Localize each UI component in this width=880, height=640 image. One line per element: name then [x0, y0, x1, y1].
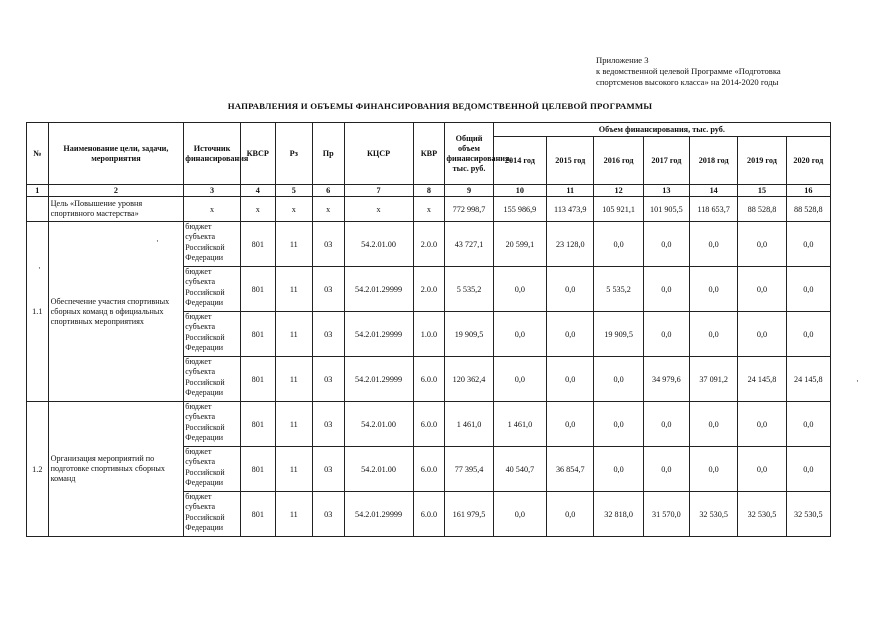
- col-header-num: №: [27, 123, 49, 185]
- table-cell: 24 145,8: [738, 357, 786, 402]
- table-cell: 11: [275, 402, 312, 447]
- scan-speck: ·: [38, 263, 41, 273]
- table-cell: 801: [240, 267, 275, 312]
- scan-speck: ·: [156, 236, 159, 246]
- table-cell: 0,0: [738, 447, 786, 492]
- col-header-year: 2017 год: [643, 137, 689, 185]
- table-cell: 0,0: [594, 222, 643, 267]
- table-cell: 0,0: [690, 402, 738, 447]
- column-numbers-row: [27, 185, 831, 197]
- table-cell: 0,0: [786, 447, 830, 492]
- col-header-kcsr: КЦСР: [344, 123, 413, 185]
- col-header-pr: Пр: [312, 123, 344, 185]
- column-number-cell: 7: [344, 185, 413, 197]
- table-cell: 0,0: [594, 402, 643, 447]
- goal-value-cell: x: [413, 197, 445, 222]
- goal-num-cell: [27, 197, 49, 222]
- activity-name-cell: Организация мероприятий по подготовке спортивных сборных команд: [48, 402, 184, 537]
- appendix-line-3: спортсменов высокого класса» на 2014-2020 годы: [596, 77, 779, 87]
- goal-value-cell: x: [344, 197, 413, 222]
- goal-value-cell: 118 653,7: [690, 197, 738, 222]
- column-number-cell: 9: [445, 185, 493, 197]
- table-cell: 11: [275, 267, 312, 312]
- goal-name-cell: Цель «Повышение уровня спортивного мастерства»: [48, 197, 184, 222]
- goal-value-cell: x: [275, 197, 312, 222]
- column-number-cell: 14: [690, 185, 738, 197]
- table-cell: 11: [275, 447, 312, 492]
- funding-source-cell: бюджет субъекта Российской Федерации: [184, 222, 241, 267]
- goal-value-cell: x: [312, 197, 344, 222]
- table-cell: 2.0.0: [413, 267, 445, 312]
- col-header-year: 2020 год: [786, 137, 830, 185]
- table-cell: 0,0: [547, 312, 594, 357]
- table-cell: 19 909,5: [594, 312, 643, 357]
- table-cell: 0,0: [643, 267, 689, 312]
- col-header-source: Источник финансирования: [184, 123, 241, 185]
- table-cell: 0,0: [643, 312, 689, 357]
- table-cell: 801: [240, 312, 275, 357]
- table-cell: 0,0: [786, 267, 830, 312]
- column-number-cell: 10: [493, 185, 546, 197]
- goal-value-cell: 113 473,9: [547, 197, 594, 222]
- table-cell: 23 128,0: [547, 222, 594, 267]
- table-cell: 32 530,5: [690, 492, 738, 537]
- col-header-kvsr: КВСР: [240, 123, 275, 185]
- column-number-cell: 16: [786, 185, 830, 197]
- column-number-cell: 1: [27, 185, 49, 197]
- appendix-line-1: Приложение 3: [596, 55, 649, 65]
- column-number-cell: 11: [547, 185, 594, 197]
- table-cell: 40 540,7: [493, 447, 546, 492]
- col-header-kvr: КВР: [413, 123, 445, 185]
- header-row: [27, 123, 831, 137]
- table-cell: 801: [240, 357, 275, 402]
- table-cell: 0,0: [547, 492, 594, 537]
- activity-num-cell: 1.1: [27, 222, 49, 402]
- col-header-year: 2019 год: [738, 137, 786, 185]
- table-cell: 31 570,0: [643, 492, 689, 537]
- table-cell: 0,0: [690, 312, 738, 357]
- table-cell: 801: [240, 222, 275, 267]
- col-header-year: 2016 год: [594, 137, 643, 185]
- table-cell: 03: [312, 312, 344, 357]
- col-header-rz: Рз: [275, 123, 312, 185]
- table-cell: 6.0.0: [413, 402, 445, 447]
- table-cell: 0,0: [643, 222, 689, 267]
- document-title: НАПРАВЛЕНИЯ И ОБЪЕМЫ ФИНАНСИРОВАНИЯ ВЕДОМСТВЕННОЙ ЦЕЛЕВОЙ ПРОГРАММЫ: [227, 101, 653, 111]
- table-cell: 11: [275, 222, 312, 267]
- column-number-cell: 12: [594, 185, 643, 197]
- goal-value-cell: 772 998,7: [445, 197, 493, 222]
- table-cell: 0,0: [547, 402, 594, 447]
- col-header-volume-group: Объем финансирования, тыс. руб.: [493, 123, 830, 137]
- goal-value-cell: 155 986,9: [493, 197, 546, 222]
- goal-row: [27, 197, 831, 222]
- table-cell: 6.0.0: [413, 447, 445, 492]
- table-cell: 0,0: [493, 312, 546, 357]
- table-cell: 03: [312, 447, 344, 492]
- table-cell: 0,0: [643, 402, 689, 447]
- column-number-cell: 15: [738, 185, 786, 197]
- table-cell: 0,0: [738, 402, 786, 447]
- column-number-cell: 2: [48, 185, 184, 197]
- table-cell: 03: [312, 492, 344, 537]
- funding-source-cell: бюджет субъекта Российской Федерации: [184, 447, 241, 492]
- funding-source-cell: бюджет субъекта Российской Федерации: [184, 492, 241, 537]
- table-cell: 77 395,4: [445, 447, 493, 492]
- table-cell: 0,0: [738, 312, 786, 357]
- table-cell: 0,0: [493, 492, 546, 537]
- column-number-cell: 4: [240, 185, 275, 197]
- table-cell: 32 530,5: [786, 492, 830, 537]
- table-cell: 0,0: [786, 312, 830, 357]
- table-cell: 11: [275, 312, 312, 357]
- table-cell: 03: [312, 402, 344, 447]
- goal-value-cell: x: [240, 197, 275, 222]
- table-cell: 03: [312, 357, 344, 402]
- table-cell: 0,0: [786, 402, 830, 447]
- table-cell: 54.2.01.00: [344, 222, 413, 267]
- table-cell: 0,0: [594, 447, 643, 492]
- funding-source-cell: бюджет субъекта Российской Федерации: [184, 267, 241, 312]
- table-cell: 32 818,0: [594, 492, 643, 537]
- table-cell: 0,0: [643, 447, 689, 492]
- table-cell: 801: [240, 492, 275, 537]
- table-cell: 54.2.01.00: [344, 447, 413, 492]
- table-cell: 54.2.01.29999: [344, 312, 413, 357]
- col-header-total: Общий объем финансирования, тыс. руб.: [445, 123, 493, 185]
- table-cell: 0,0: [738, 267, 786, 312]
- table-cell: 34 979,6: [643, 357, 689, 402]
- activity-num-cell: 1.2: [27, 402, 49, 537]
- table-cell: 54.2.01.29999: [344, 357, 413, 402]
- appendix-line-2: к ведомственной целевой Программе «Подготовка: [596, 66, 781, 76]
- table-row: [27, 222, 831, 267]
- table-cell: 801: [240, 402, 275, 447]
- table-cell: 0,0: [738, 222, 786, 267]
- activity-name-cell: Обеспечение участия спортивных сборных команд в официальных спортивных мероприятиях: [48, 222, 184, 402]
- table-cell: 2.0.0: [413, 222, 445, 267]
- table-cell: 5 535,2: [445, 267, 493, 312]
- table-cell: 1.0.0: [413, 312, 445, 357]
- goal-value-cell: 101 905,5: [643, 197, 689, 222]
- table-cell: 0,0: [493, 267, 546, 312]
- table-cell: 6.0.0: [413, 492, 445, 537]
- table-cell: 24 145,8: [786, 357, 830, 402]
- table-cell: 0,0: [690, 447, 738, 492]
- table-cell: 5 535,2: [594, 267, 643, 312]
- goal-source-cell: x: [184, 197, 241, 222]
- column-number-cell: 3: [184, 185, 241, 197]
- table-cell: 19 909,5: [445, 312, 493, 357]
- table-cell: 03: [312, 267, 344, 312]
- goal-value-cell: 105 921,1: [594, 197, 643, 222]
- table-cell: 36 854,7: [547, 447, 594, 492]
- table-cell: 120 362,4: [445, 357, 493, 402]
- table-cell: 0,0: [547, 357, 594, 402]
- table-cell: 1 461,0: [493, 402, 546, 447]
- column-number-cell: 6: [312, 185, 344, 197]
- table-cell: 0,0: [690, 222, 738, 267]
- table-cell: 0,0: [690, 267, 738, 312]
- table-cell: 0,0: [547, 267, 594, 312]
- table-cell: 801: [240, 447, 275, 492]
- financing-table: [26, 122, 831, 537]
- table-row: [27, 402, 831, 447]
- funding-source-cell: бюджет субъекта Российской Федерации: [184, 357, 241, 402]
- col-header-name: Наименование цели, задачи, мероприятия: [48, 123, 184, 185]
- table-cell: 54.2.01.29999: [344, 492, 413, 537]
- table-cell: 161 979,5: [445, 492, 493, 537]
- table-cell: 0,0: [493, 357, 546, 402]
- appendix-note: [596, 55, 781, 88]
- table-cell: 0,0: [786, 222, 830, 267]
- column-number-cell: 8: [413, 185, 445, 197]
- column-number-cell: 13: [643, 185, 689, 197]
- funding-source-cell: бюджет субъекта Российской Федерации: [184, 402, 241, 447]
- goal-value-cell: 88 528,8: [738, 197, 786, 222]
- funding-source-cell: бюджет субъекта Российской Федерации: [184, 312, 241, 357]
- table-cell: 11: [275, 357, 312, 402]
- table-cell: 20 599,1: [493, 222, 546, 267]
- col-header-year: 2014 год: [493, 137, 546, 185]
- table-cell: 6.0.0: [413, 357, 445, 402]
- goal-value-cell: 88 528,8: [786, 197, 830, 222]
- table-cell: 37 091,2: [690, 357, 738, 402]
- table-cell: 32 530,5: [738, 492, 786, 537]
- column-number-cell: 5: [275, 185, 312, 197]
- table-cell: 54.2.01.00: [344, 402, 413, 447]
- table-cell: 43 727,1: [445, 222, 493, 267]
- table-cell: 1 461,0: [445, 402, 493, 447]
- table-cell: 0,0: [594, 357, 643, 402]
- col-header-year: 2018 год: [690, 137, 738, 185]
- col-header-year: 2015 год: [547, 137, 594, 185]
- table-cell: 54.2.01.29999: [344, 267, 413, 312]
- scan-speck: ·: [856, 376, 859, 386]
- table-cell: 03: [312, 222, 344, 267]
- table-cell: 11: [275, 492, 312, 537]
